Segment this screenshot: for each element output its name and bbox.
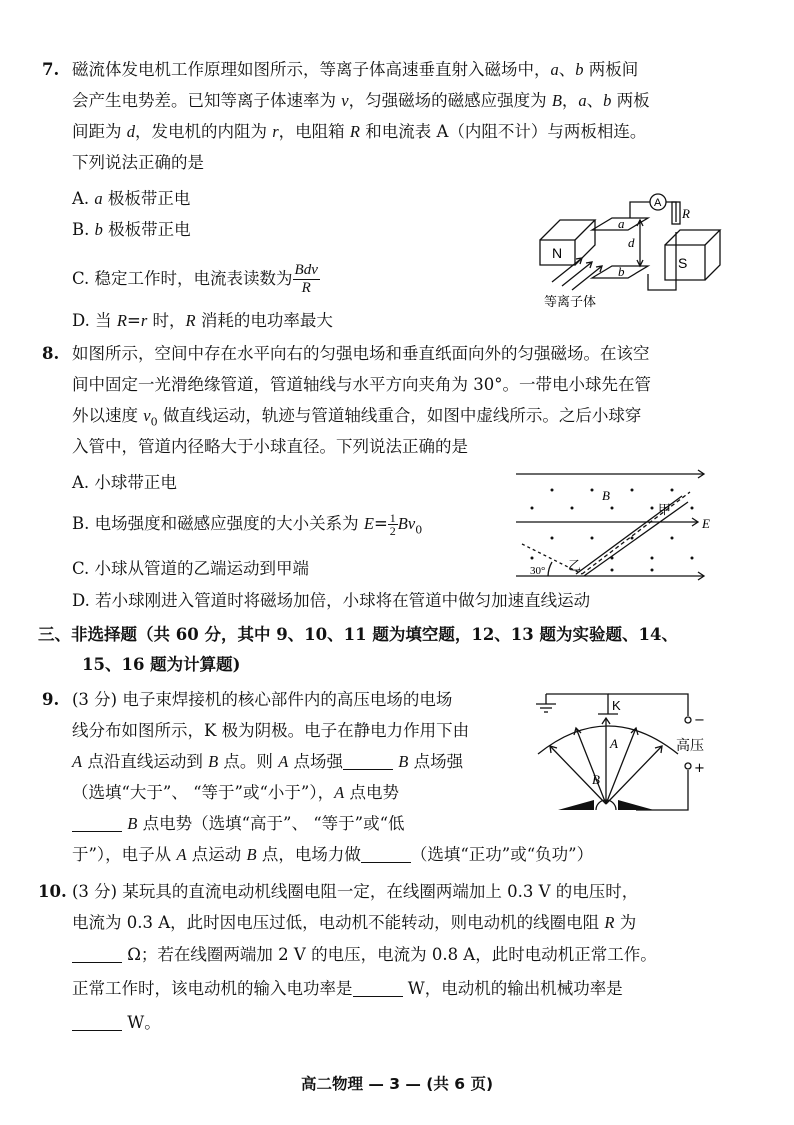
q8-option-a: A. 小球带正电	[72, 473, 177, 492]
q7-line-2: 会产生电势差。已知等离子体速率为 v，匀强磁场的磁感应强度为 B，a、b 两板	[72, 91, 650, 110]
svg-text:K: K	[612, 698, 621, 713]
svg-text:a: a	[618, 216, 625, 231]
svg-text:B: B	[602, 488, 610, 503]
q10-number: 10.	[38, 882, 67, 901]
svg-text:R: R	[682, 206, 690, 221]
q7-fraction: $\frac{\text{Bdv}}{R}$	[294, 262, 318, 296]
svg-text:高压: 高压	[676, 738, 704, 754]
svg-text:B: B	[592, 772, 600, 787]
q8-option-b: B. 电场强度和磁感应强度的大小关系为 E= $\frac{1}{2}$ $Bv_0$	[72, 511, 423, 538]
svg-text:A: A	[610, 736, 618, 751]
q10-line-4: 正常工作时，该电动机的输入电功率是 W，电动机的输出机械功率是	[72, 979, 623, 998]
q7-line-4: 下列说法正确的是	[72, 153, 204, 172]
q8-option-c: C. 小球从管道的乙端运动到甲端	[72, 559, 310, 578]
section-3-heading: 三、非选择题（共 60 分，其中 9、10、11 题为填空题，12、13 题为实验题、14、	[38, 625, 678, 644]
svg-text:E: E	[702, 516, 710, 531]
svg-text:+: +	[694, 761, 705, 776]
q9-line-1: (3 分) 电子束焊接机的核心部件内的高压电场的电场	[72, 690, 453, 709]
page-footer: 高二物理 — 3 — (共 6 页)	[300, 1075, 494, 1093]
svg-text:−: −	[694, 713, 705, 728]
svg-text:A: A	[654, 197, 662, 209]
q9-line-3: A 点沿直线运动到 B 点。则 A 点场强 B 点场强	[72, 752, 464, 771]
q9-line-5: B 点电势（选填“高于”、 “等于”或“低	[72, 813, 405, 835]
q8-number: 8.	[42, 344, 60, 363]
q8-line-2: 间中固定一光滑绝缘管道，管道轴线与水平方向夹角为 30°。一带电小球先在管	[72, 375, 651, 394]
svg-text:等离子体: 等离子体	[544, 295, 597, 310]
q7-figure-mhd-generator	[530, 190, 730, 315]
q8-line-3: 外以速度 $v_0$ 做直线运动，轨迹与管道轴线重合，如图中虚线所示。之后小球穿	[72, 406, 642, 429]
q8-line-1: 如图所示，空间中存在水平向右的匀强电场和垂直纸面向外的匀强磁场。在该空	[72, 344, 650, 363]
section-3-heading-cont: 15、16 题为计算题)	[82, 655, 241, 674]
q10-blank-2[interactable]	[353, 980, 403, 997]
q7-option-a: A. a 极板带正电	[72, 189, 191, 208]
svg-text:d: d	[628, 235, 635, 250]
q10-line-2: 电流为 0.3 A，此时因电压过低，电动机不能转动，则电动机的线圈电阻 R 为	[72, 913, 637, 932]
q7-option-c: C. 稳定工作时，电流表读数为 $\frac{\text{Bdv}}{R}$	[72, 262, 318, 296]
q7-number: 7.	[42, 60, 60, 79]
q9-line-4: （选填“大于”、 “等于”或“小于”），A 点电势	[72, 783, 399, 802]
q9-blank-1[interactable]	[343, 753, 393, 770]
q9-figure-electron-beam	[528, 688, 718, 818]
q10-line-3: Ω；若在线圈两端加 2 V 的电压，电流为 0.8 A，此时电动机正常工作。	[72, 944, 657, 966]
q8-line-4: 入管中，管道内径略大于小球直径。下列说法正确的是	[72, 437, 468, 456]
q7-line-3: 间距为 d，发电机的内阻为 r，电阻箱 R 和电流表 A（内阻不计）与两板相连。	[72, 122, 647, 141]
q9-line-6: 于”），电子从 A 点运动 B 点，电场力做 （选填“正功”或“负功”）	[72, 845, 594, 864]
q10-blank-1[interactable]	[72, 946, 122, 963]
svg-text:N: N	[552, 245, 563, 261]
svg-text:30°: 30°	[530, 565, 546, 577]
q10-blank-3[interactable]	[72, 1014, 122, 1031]
q9-blank-2[interactable]	[72, 815, 122, 832]
q7-option-b: B. b 极板带正电	[72, 220, 191, 239]
q8-option-d: D. 若小球刚进入管道时将磁场加倍，小球将在管道中做匀加速直线运动	[72, 591, 591, 610]
q10-line-5: W。	[72, 1012, 161, 1034]
q10-line-1: (3 分) 某玩具的直流电动机线圈电阻一定，在线圈两端加上 0.3 V 的电压时，	[72, 882, 639, 901]
q9-number: 9.	[42, 690, 60, 709]
svg-text:乙: 乙	[568, 559, 582, 574]
svg-text:甲: 甲	[658, 503, 672, 518]
q7-option-d: D. 当 R=r 时，R 消耗的电功率最大	[72, 311, 333, 330]
q9-blank-3[interactable]	[361, 846, 411, 863]
svg-text:b: b	[618, 264, 625, 279]
q8-figure-field-tube	[512, 466, 712, 582]
q9-line-2: 线分布如图所示，K 极为阴极。电子在静电力作用下由	[72, 721, 470, 740]
svg-text:S: S	[678, 255, 688, 271]
q7-line-1: 磁流体发电机工作原理如图所示，等离子体高速垂直射入磁场中，a、b 两板间	[72, 60, 639, 79]
